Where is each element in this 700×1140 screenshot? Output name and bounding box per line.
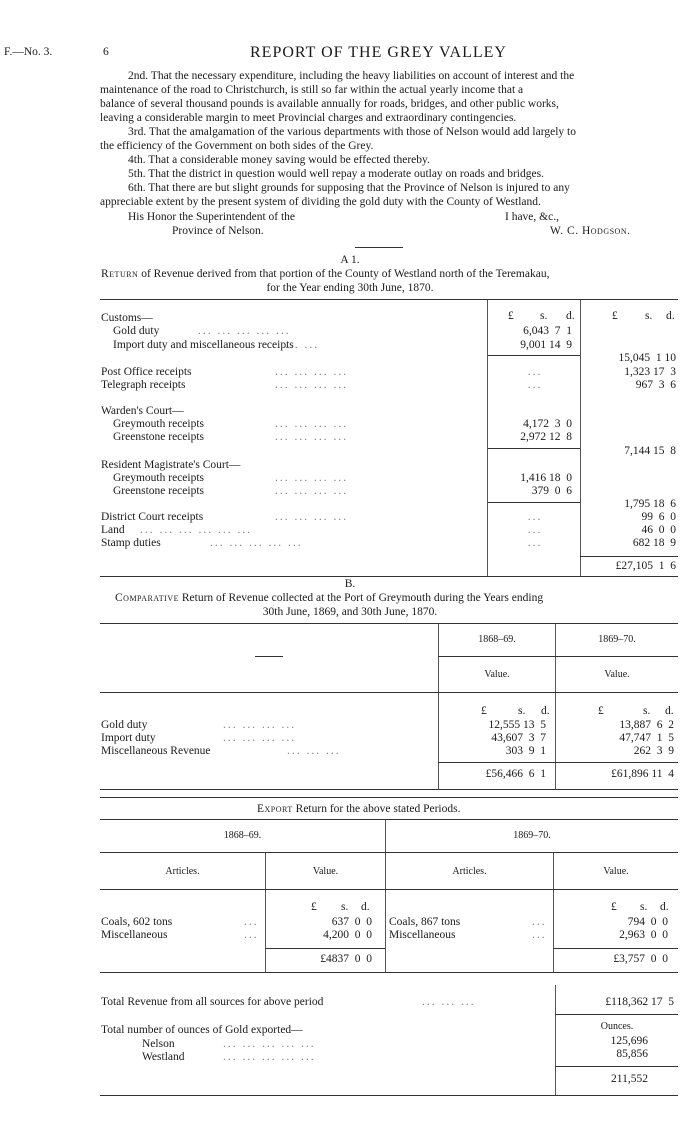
paragraph-line: 2nd. That the necessary expenditure, including the heavy liabilities on account of interest and the	[128, 70, 575, 82]
leader-dots: ...	[244, 916, 259, 928]
table-rule	[100, 623, 678, 624]
leader-dots: ...	[527, 537, 543, 549]
value-header: Value.	[312, 866, 339, 877]
period-header: 1869–70.	[513, 830, 551, 841]
total-rule	[265, 948, 385, 949]
gold-row-value: 85,856	[616, 1048, 648, 1060]
leader-dots: ... ... ... ... ...	[210, 537, 303, 549]
sub-value: 2,972 12 8	[520, 431, 572, 443]
leader-dots: ...	[527, 524, 543, 536]
leader-dots: ... ... ... ...	[275, 431, 349, 443]
row-label: Land	[101, 524, 125, 536]
total-value: 46 0 0	[641, 524, 676, 536]
header-rule	[438, 656, 678, 657]
column-header: s.	[645, 310, 653, 322]
export-value: 637 0 0	[331, 916, 372, 928]
rule	[555, 1066, 678, 1067]
currency-header: d.	[361, 901, 370, 913]
leader-dots: ... ... ... ...	[275, 418, 349, 430]
currency-header: £	[481, 705, 487, 717]
gold-total: 211,552	[611, 1073, 648, 1085]
export-value: 4,200 0 0	[323, 929, 372, 941]
export-article: Miscellaneous	[389, 929, 456, 941]
table-title: Return of Revenue derived from that portion of the County of Westland north of the Teremakau,	[101, 268, 550, 280]
total-value: 15,045 1 10	[618, 352, 676, 364]
gold-row-label: Nelson	[142, 1038, 175, 1050]
column-header: d.	[566, 310, 575, 322]
period-header: 1868–69.	[478, 634, 516, 645]
subtotal-rule	[488, 448, 580, 449]
row-label: Resident Magistrate's Court—	[101, 459, 241, 471]
row-label: Warden's Court—	[101, 405, 184, 417]
export-value: 2,963 0 0	[619, 929, 668, 941]
currency-header: s.	[643, 705, 651, 717]
page-number: 6	[103, 46, 109, 58]
currency-header: £	[598, 705, 604, 717]
paragraph-line: 5th. That the district in question would well repay a moderate outlay on roads and bridges.	[128, 168, 544, 180]
table-title: Export Return for the above stated Periods.	[257, 803, 461, 815]
period-header: 1869–70.	[598, 634, 636, 645]
leader-dots: ... ... ... ... ...	[223, 1038, 316, 1050]
paragraph-line: leaving a considerable margin to meet Provincial charges and extraordinary contingencies.	[100, 112, 517, 124]
leader-dots: ... ... ...	[287, 745, 341, 757]
currency-header: £	[311, 901, 317, 913]
currency-header: d.	[665, 705, 674, 717]
leader-dots: ... ... ... ...	[275, 511, 349, 523]
total-value: 1,323 17 3	[624, 366, 676, 378]
dash	[255, 656, 283, 657]
value-header: Value.	[603, 866, 629, 877]
column-rule	[438, 624, 439, 789]
table-title: 30th June, 1869, and 30th June, 1870.	[262, 606, 438, 618]
sub-value: 9,001 14 9	[520, 339, 572, 351]
value-1868: 43,607 3 7	[491, 732, 546, 744]
table-rule	[100, 797, 678, 798]
currency-header: d.	[660, 901, 669, 913]
currency-header: s.	[341, 901, 349, 913]
total-value: 967 3 6	[635, 379, 676, 391]
leader-dots: ... ... ... ... ... ...	[140, 524, 253, 536]
total-value: 1,795 18 6	[624, 498, 676, 510]
column-rule	[580, 300, 581, 576]
row-label: Greymouth receipts	[113, 418, 205, 430]
row-label: Post Office receipts	[101, 366, 192, 378]
total-rule	[553, 948, 678, 949]
sub-value: 1,416 18 0	[520, 472, 572, 484]
currency-header: £	[611, 901, 617, 913]
addressee: His Honor the Superintendent of the	[128, 211, 296, 223]
page-title: REPORT OF THE GREY VALLEY	[250, 44, 507, 61]
leader-dots: ... ... ... ...	[275, 379, 349, 391]
leader-dots: ...	[532, 916, 547, 928]
total-rule	[438, 762, 678, 763]
sub-value: 6,043 7 1	[523, 325, 572, 337]
ounces-header: Ounces.	[600, 1021, 634, 1032]
leader-dots: ... ...	[285, 339, 320, 351]
subtotal-rule	[488, 502, 580, 503]
leader-dots: ...	[527, 366, 543, 378]
gold-row-label: Westland	[142, 1051, 185, 1063]
leader-dots: ...	[527, 511, 543, 523]
value-header: Value.	[604, 669, 630, 680]
currency-header: s.	[518, 705, 526, 717]
row-label: Gold duty	[113, 325, 160, 337]
period-header: 1868–69.	[223, 830, 262, 841]
grand-total: £27,105 1 6	[615, 560, 676, 572]
value-1868: 12,555 13 5	[488, 719, 546, 731]
export-article: Miscellaneous	[101, 929, 168, 941]
paragraph-line: balance of several thousand pounds is available annually for roads, bridges, and other public works,	[100, 98, 559, 110]
value-1869: 262 3 9	[633, 745, 674, 757]
row-label: Stamp duties	[101, 537, 161, 549]
column-rule	[555, 985, 556, 1095]
addressee: Province of Nelson.	[172, 225, 264, 237]
column-rule	[555, 624, 556, 789]
row-label: Miscellaneous Revenue	[101, 745, 211, 757]
currency-header: d.	[541, 705, 550, 717]
column-rule	[385, 820, 386, 972]
leader-dots: ... ... ... ... ...	[223, 1051, 316, 1063]
row-label: Greymouth receipts	[113, 472, 205, 484]
leader-dots: ... ... ... ...	[275, 366, 349, 378]
export-total: £4837 0 0	[320, 953, 372, 965]
document-reference: F.—No. 3.	[4, 46, 53, 58]
table-rule	[100, 972, 678, 973]
paragraph-line: 6th. That there are but slight grounds for supposing that the Province of Nelson is injured to any	[128, 182, 570, 194]
leader-dots: ...	[532, 929, 547, 941]
value-1868: 303 9 1	[505, 745, 546, 757]
paragraph-line: appreciable extent by the present system of dividing the gold duty with the County of Westland.	[100, 196, 541, 208]
total-value: 7,144 15 8	[624, 445, 676, 457]
total-value: 99 6 0	[641, 511, 676, 523]
bottom-rule	[100, 1095, 678, 1096]
export-value: 794 0 0	[627, 916, 668, 928]
total-1869: £61,896 11 4	[611, 768, 674, 780]
table-rule	[100, 819, 678, 820]
sign-off: I have, &c.,	[505, 211, 559, 223]
table-rule	[100, 576, 678, 577]
header-rule	[100, 692, 678, 693]
paragraph-line: 3rd. That the amalgamation of the various departments with those of Nelson would add largely to	[128, 126, 576, 138]
row-label: Greenstone receipts	[113, 485, 205, 497]
row-label: Gold duty	[101, 719, 148, 731]
divider	[355, 247, 403, 248]
signature-name: W. C. Hodgson.	[550, 225, 631, 237]
header-rule	[100, 852, 678, 853]
currency-header: s.	[640, 901, 648, 913]
articles-header: Articles.	[165, 866, 200, 877]
table-rule	[100, 299, 678, 300]
leader-dots: ... ... ... ...	[223, 732, 297, 744]
row-label: District Court receipts	[101, 511, 204, 523]
column-header: s.	[540, 310, 548, 322]
row-label: Customs—	[101, 312, 153, 324]
leader-dots: ... ... ... ...	[275, 472, 349, 484]
gold-label: Total number of ounces of Gold exported—	[101, 1024, 303, 1036]
leader-dots: ... ... ... ...	[275, 485, 349, 497]
row-label: Greenstone receipts	[113, 431, 205, 443]
total-rule	[580, 556, 678, 557]
table-title: Comparative Return of Revenue collected at the Port of Greymouth during the Years ending	[115, 592, 544, 604]
row-label: Telegraph receipts	[101, 379, 186, 391]
column-rule	[487, 300, 488, 576]
sub-value: 379 0 6	[531, 485, 572, 497]
leader-dots: ... ... ...	[422, 996, 476, 1008]
row-label: Import duty	[101, 732, 156, 744]
column-header: £	[508, 310, 514, 322]
gold-row-value: 125,696	[610, 1035, 648, 1047]
export-article: Coals, 867 tons	[389, 916, 461, 928]
table-title: for the Year ending 30th June, 1870.	[266, 282, 434, 294]
value-header: Value.	[484, 669, 510, 680]
leader-dots: ... ... ... ... ...	[198, 325, 291, 337]
total-value: 682 18 9	[632, 537, 676, 549]
table-label: A 1.	[340, 254, 360, 266]
leader-dots: ... ... ... ...	[223, 719, 297, 731]
table-rule	[100, 789, 678, 790]
total-revenue-value: £118,362 17 5	[605, 996, 674, 1008]
export-article: Coals, 602 tons	[101, 916, 173, 928]
articles-header: Articles.	[452, 866, 487, 877]
paragraph-line: maintenance of the road to Christchurch, is still so far within the actual yearly income that a	[100, 84, 524, 96]
total-1868: £56,466 6 1	[485, 768, 546, 780]
value-1869: 47,747 1 5	[619, 732, 674, 744]
paragraph-line: the efficiency of the Government on both sides of the Grey.	[100, 140, 374, 152]
value-1869: 13,887 6 2	[619, 719, 674, 731]
leader-dots: ...	[244, 929, 259, 941]
table-label: B.	[344, 578, 356, 590]
export-total: £3,757 0 0	[613, 953, 668, 965]
leader-dots: ...	[527, 379, 543, 391]
row-label: Import duty and miscellaneous receipts	[113, 339, 294, 351]
column-header: d.	[666, 310, 675, 322]
total-revenue-label: Total Revenue from all sources for above period	[101, 996, 324, 1008]
subtotal-rule	[488, 355, 580, 356]
rule	[555, 1014, 678, 1015]
paragraph-line: 4th. That a considerable money saving would be effected thereby.	[128, 154, 430, 166]
column-header: £	[612, 310, 618, 322]
header-rule	[100, 889, 678, 890]
sub-value: 4,172 3 0	[523, 418, 572, 430]
